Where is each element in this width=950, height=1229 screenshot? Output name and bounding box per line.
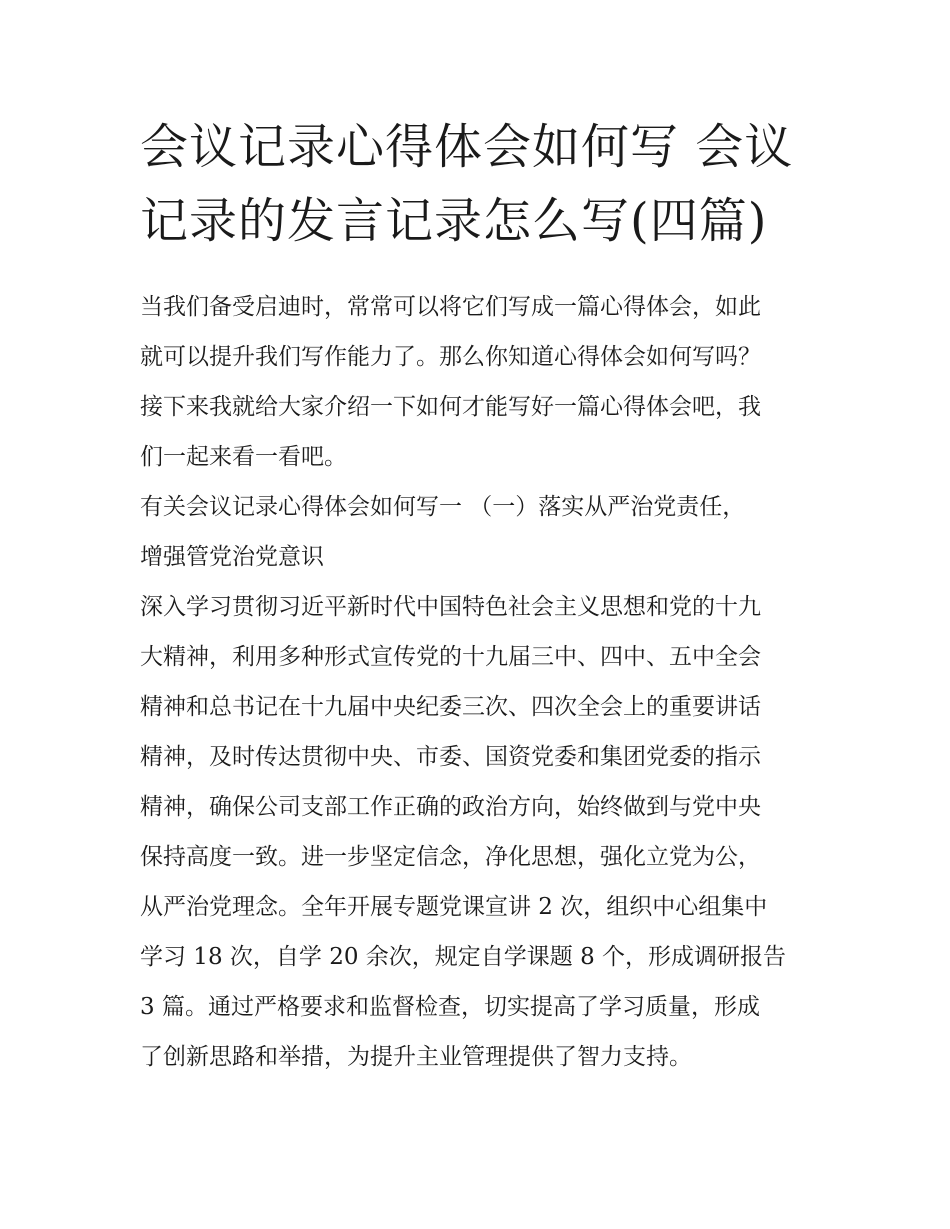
text-line: 增强管党治党意识 <box>140 544 324 570</box>
section-heading <box>140 482 820 582</box>
text-line: 精神和总书记在十九届中央纪委三次、四次全会上的重要讲话 <box>140 694 761 720</box>
intro-paragraph <box>140 282 820 482</box>
text-line: 大精神，利用多种形式宣传党的十九届三中、四中、五中全会 <box>140 644 761 670</box>
text-line: 从严治党理念。全年开展专题党课宣讲 2 次，组织中心组集中 <box>140 894 768 920</box>
title-line: 会议记录心得体会如何写 会议 <box>140 119 794 175</box>
text-line: 3 篇。通过严格要求和监督检查，切实提高了学习质量，形成 <box>140 994 760 1020</box>
text-line: 就可以提升我们写作能力了。那么你知道心得体会如何写吗？ <box>140 344 761 370</box>
text-line: 有关会议记录心得体会如何写一 （一）落实从严治党责任， <box>140 494 746 520</box>
title-line: 记录的发言记录怎么写(四篇) <box>140 193 768 249</box>
text-line: 精神，确保公司支部工作正确的政治方向，始终做到与党中央 <box>140 794 761 820</box>
text-line: 当我们备受启迪时，常常可以将它们写成一篇心得体会，如此 <box>140 294 761 320</box>
body-paragraph <box>140 582 820 1082</box>
document-page <box>140 110 820 1082</box>
text-line: 接下来我就给大家介绍一下如何才能写好一篇心得体会吧，我 <box>140 394 761 420</box>
text-line: 学习 18 次，自学 20 余次，规定自学课题 8 个，形成调研报告 <box>140 944 787 970</box>
text-line: 精神，及时传达贯彻中央、市委、国资党委和集团党委的指示 <box>140 744 761 770</box>
text-line: 了创新思路和举措，为提升主业管理提供了智力支持。 <box>140 1044 692 1070</box>
text-line: 保持高度一致。进一步坚定信念，净化思想，强化立党为公， <box>140 844 761 870</box>
document-title <box>140 110 820 258</box>
text-line: 深入学习贯彻习近平新时代中国特色社会主义思想和党的十九 <box>140 594 761 620</box>
text-line: 们一起来看一看吧。 <box>140 444 347 470</box>
